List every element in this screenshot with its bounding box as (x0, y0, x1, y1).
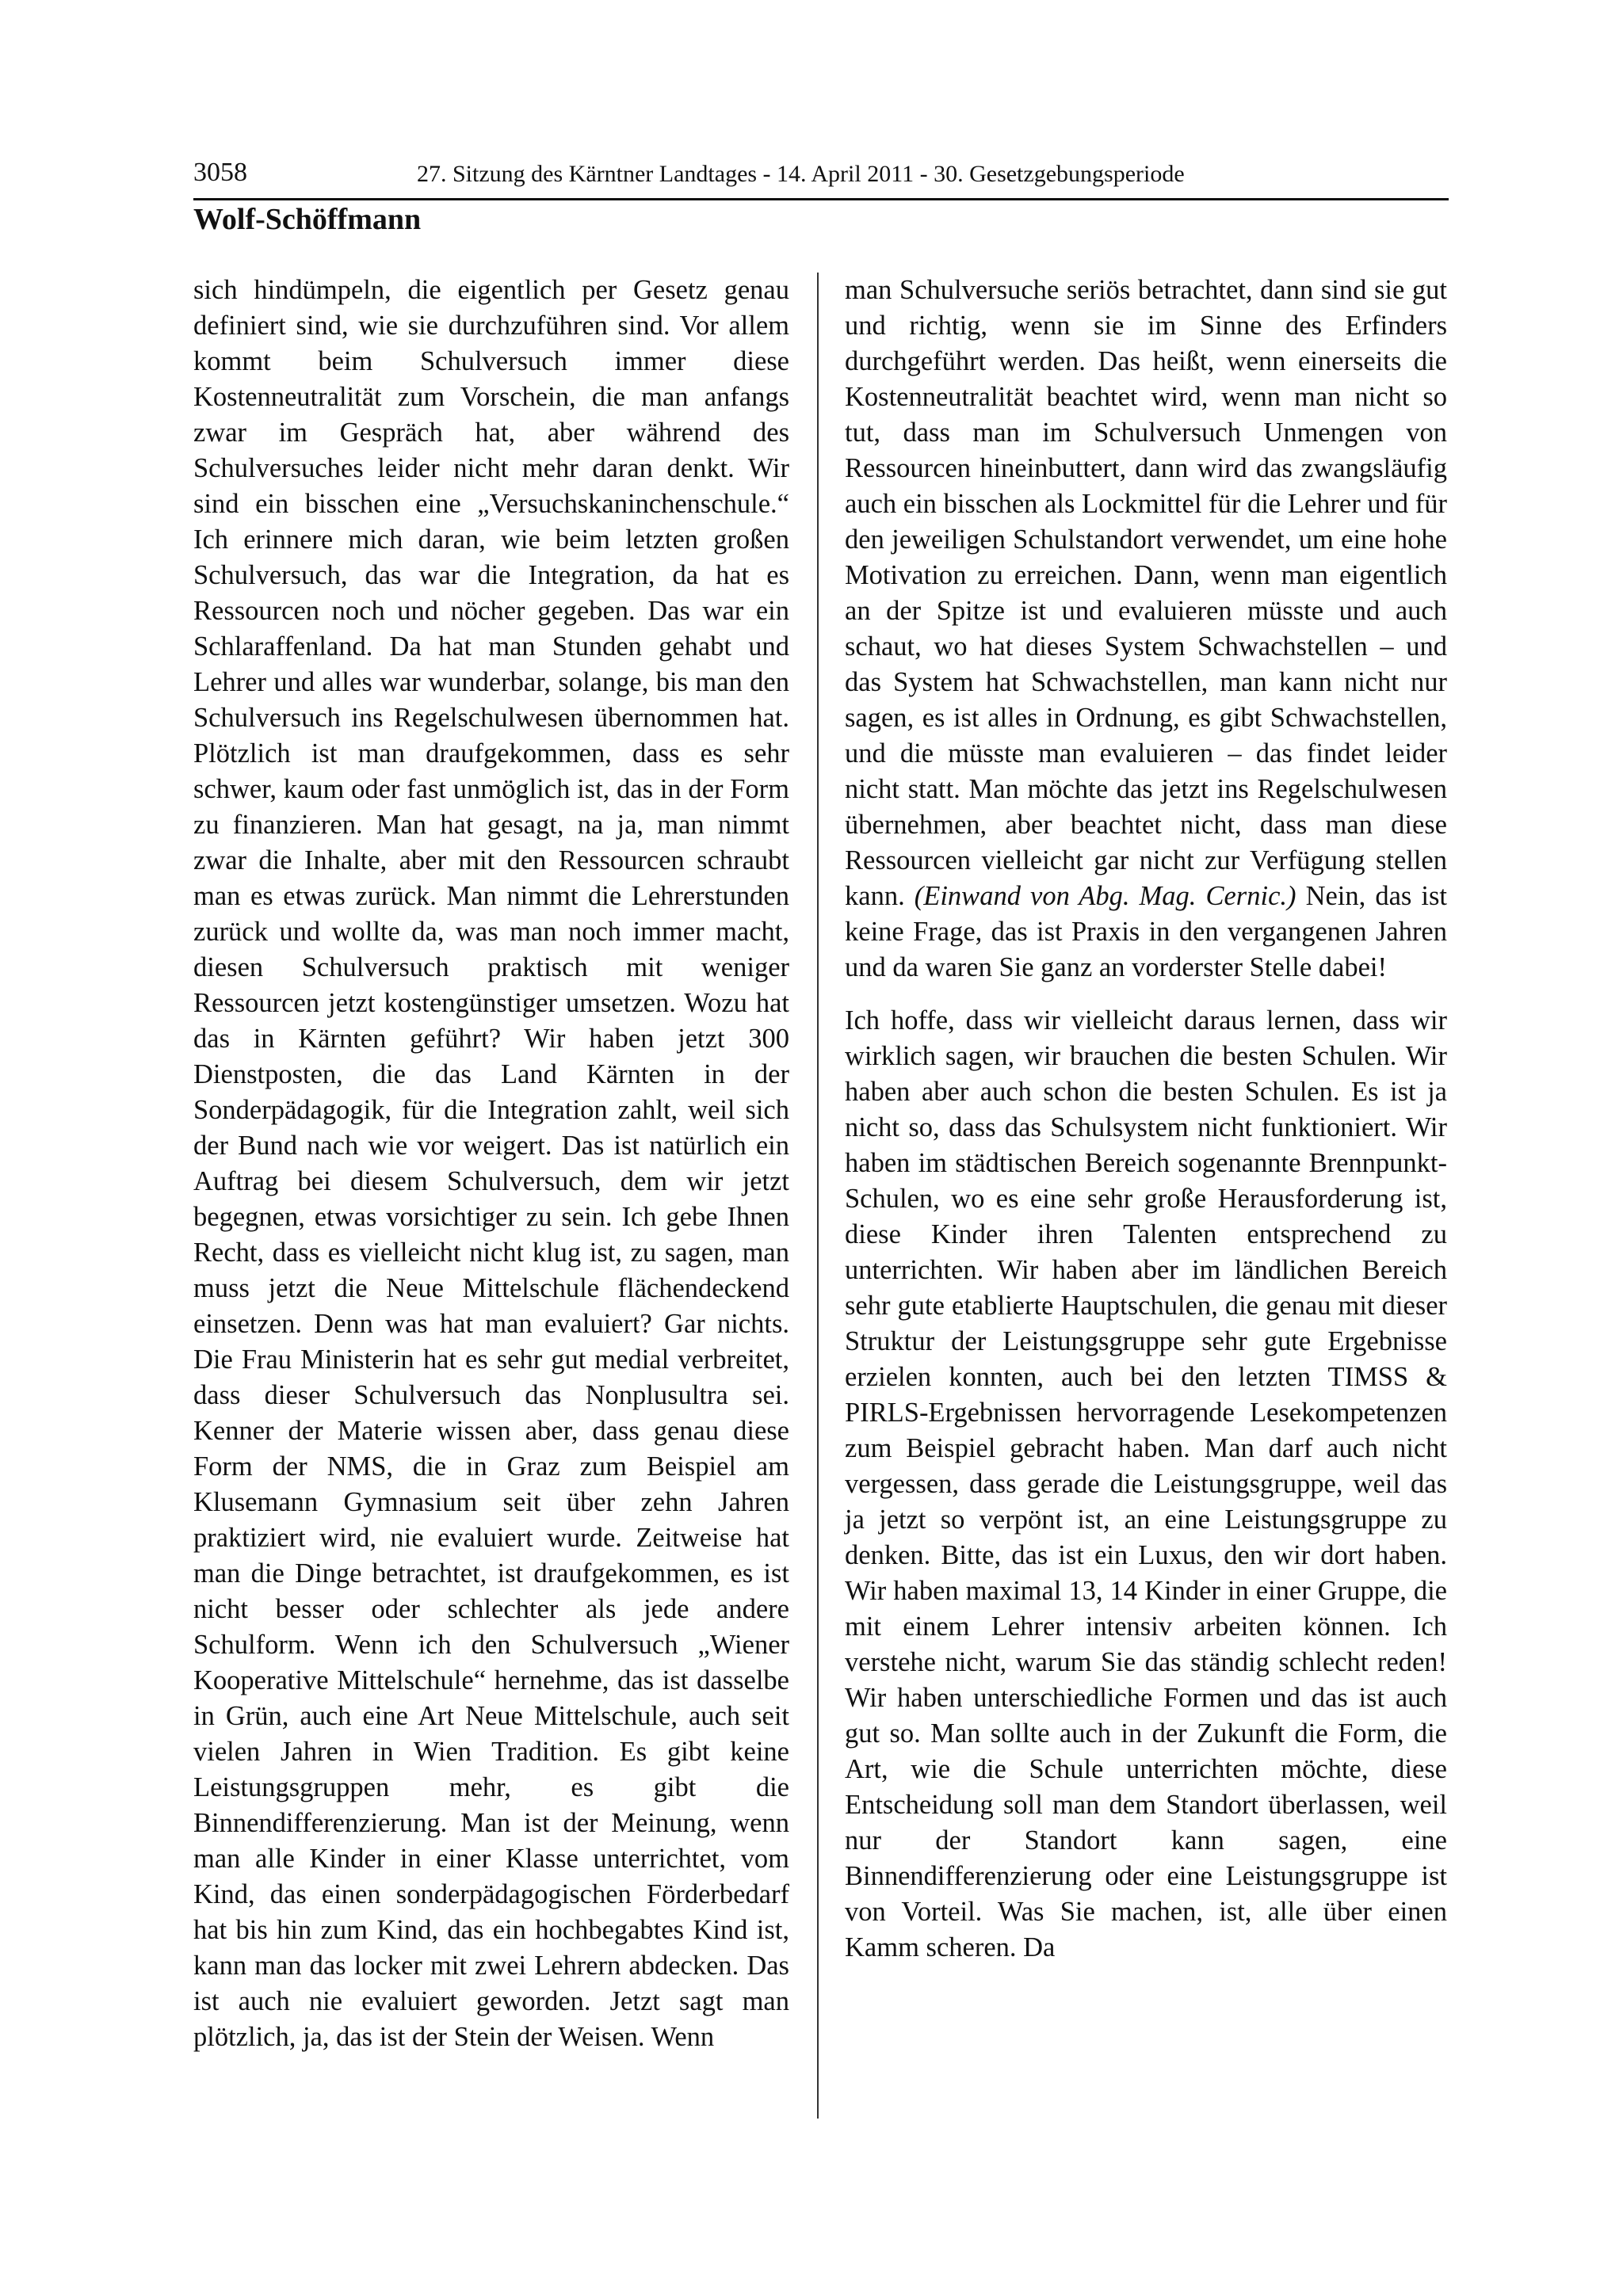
paragraph (845, 273, 1447, 986)
paragraph-text: Nein, das ist keine Frage, das ist Praxis in den vergangenen Jahren und da waren Sie ganz an vorderster Stelle dabei! (845, 881, 1447, 982)
paragraph: Ich hoffe, dass wir vielleicht daraus lernen, dass wir wirklich sagen, wir brauchen die besten Schulen. Wir haben aber auch schon die besten Schulen. Es ist ja nicht so, dass das Schulsystem nicht funktioniert. Wir haben im städtischen Bereich sogenannte Brennpunkt-Schulen, wo es eine sehr große Herausforderung ist, diese Kinder ihren Talenten entsprechend zu unterrichten. Wir haben aber im ländlichen Bereich sehr gute etablierte Hauptschulen, die genau mit dieser Struktur der Leistungsgruppe sehr gute Ergebnisse erzielen konnten, auch bei den letzten TIMSS & PIRLS-Ergebnissen hervorragende Lesekompetenzen zum Beispiel gebracht haben. Man darf auch nicht vergessen, dass gerade die Leistungsgruppe, weil das ja jetzt so verpönt ist, an eine Leistungsgruppe zu denken. Bitte, das ist ein Luxus, den wir dort haben. Wir haben maximal 13, 14 Kinder in einer Gruppe, die mit einem Lehrer intensiv arbeiten können. Ich verstehe nicht, warum Sie das ständig schlecht reden! Wir haben unterschiedliche Formen und das ist auch gut so. Man sollte auch in der Zukunft die Form, die Art, wie die Schule unterrichten möchte, diese Entscheidung soll man dem Standort überlassen, weil nur der Standort kann sagen, eine Binnendifferenzierung oder eine Leistungsgruppe ist von Vorteil. Was Sie machen, ist, alle über einen Kamm scheren. Da (845, 1005, 1447, 1962)
column-divider (817, 273, 819, 2119)
right-column (845, 273, 1447, 1966)
speaker-name: Wolf-Schöffmann (193, 203, 422, 236)
left-column (193, 273, 789, 2055)
page-number: 3058 (193, 158, 247, 187)
paragraph: sich hindümpeln, die eigentlich per Gesetz genau definiert sind, wie sie durchzuführen sind. Vor allem kommt beim Schulversuch immer diese Kostenneutralität zum Vorschein, die man anfangs zwar im Gespräch hat, aber während des Schulversuches leider nicht mehr daran denkt. Wir sind ein bisschen eine „Versuchskaninchenschule.“ Ich erinnere mich daran, wie beim letzten großen Schulversuch, das war die Integration, da hat es Ressourcen noch und nöcher gegeben. Das war ein Schlaraffenland. Da hat man Stunden gehabt und Lehrer und alles war wunderbar, solange, bis man den Schulversuch ins Regelschulwesen übernommen hat. Plötzlich ist man draufgekommen, dass es sehr schwer, kaum oder fast unmöglich ist, das in der Form zu finanzieren. Man hat gesagt, na ja, man nimmt zwar die Inhalte, aber mit den Ressourcen schraubt man es etwas zurück. Man nimmt die Lehrerstunden zurück und wollte da, was man noch immer macht, diesen Schulversuch praktisch mit weniger Ressourcen jetzt kostengünstiger umsetzen. Wozu hat das in Kärnten geführt? Wir haben jetzt 300 Dienstposten, die das Land Kärnten in der Sonderpädagogik, für die Integration zahlt, weil sich der Bund nach wie vor weigert. Das ist natürlich ein Auftrag bei diesem Schulversuch, dem wir jetzt begegnen, etwas vorsichtiger zu sein. Ich gebe Ihnen Recht, dass es vielleicht nicht klug ist, zu sagen, man muss jetzt die Neue Mittelschule flächendeckend einsetzen. Denn was hat man evaluiert? Gar nichts. Die Frau Ministerin hat es sehr gut medial verbreitet, dass dieser Schulversuch das Nonplusultra sei. Kenner der Materie wissen aber, dass genau diese Form der NMS, die in Graz zum Beispiel am Klusemann Gymnasium seit über zehn Jahren praktiziert wird, nie evaluiert wurde. Zeitweise hat man die Dinge betrachtet, ist draufgekommen, es ist nicht besser oder schlechter als jede andere Schulform. Wenn ich den Schulversuch „Wiener Kooperative Mittelschule“ hernehme, das ist dasselbe in Grün, auch eine Art Neue Mittelschule, auch seit vielen Jahren in Wien Tradition. Es gibt keine Leistungsgruppen mehr, es gibt die Binnendifferenzierung. Man ist der Meinung, wenn man alle Kinder in einer Klasse unterrichtet, vom Kind, das einen sonderpädagogischen Förderbedarf hat bis hin zum Kind, das ein hochbegabtes Kind ist, kann man das locker mit zwei Lehrern abdecken. Das ist auch nie evaluiert geworden. Jetzt sagt man plötzlich, ja, das ist der Stein der Weisen. Wenn (193, 275, 789, 2052)
page-header (193, 155, 1449, 200)
paragraph-text: man Schulversuche seriös betrachtet, dann sind sie gut und richtig, wenn sie im Sinne des Erfinders durchgeführt werden. Das heißt, wenn einerseits die Kostenneutralität beachtet wird, wenn man nicht so tut, dass man im Schulversuch Unmengen von Ressourcen hineinbuttert, dann wird das zwangsläufig auch ein bisschen als Lockmittel für die Lehrer und für den jeweiligen Schulstandort verwendet, um eine hohe Motivation zu erreichen. Dann, wenn man eigentlich an der Spitze ist und evaluieren müsste und auch schaut, wo hat dieses System Schwachstellen – und das System hat Schwachstellen, man kann nicht nur sagen, es ist alles in Ordnung, es gibt Schwachstellen, und die müsste man evaluieren – das findet leider nicht statt. Man möchte das jetzt ins Regelschulwesen übernehmen, aber beachtet nicht, dass man diese Ressourcen vielleicht gar nicht zur Verfügung stellen kann. (845, 275, 1447, 911)
session-title: 27. Sitzung des Kärntner Landtages - 14. April 2011 - 30. Gesetzgebungsperiode (417, 161, 1185, 187)
interjection: (Einwand von Abg. Mag. Cernic.) (914, 881, 1296, 911)
